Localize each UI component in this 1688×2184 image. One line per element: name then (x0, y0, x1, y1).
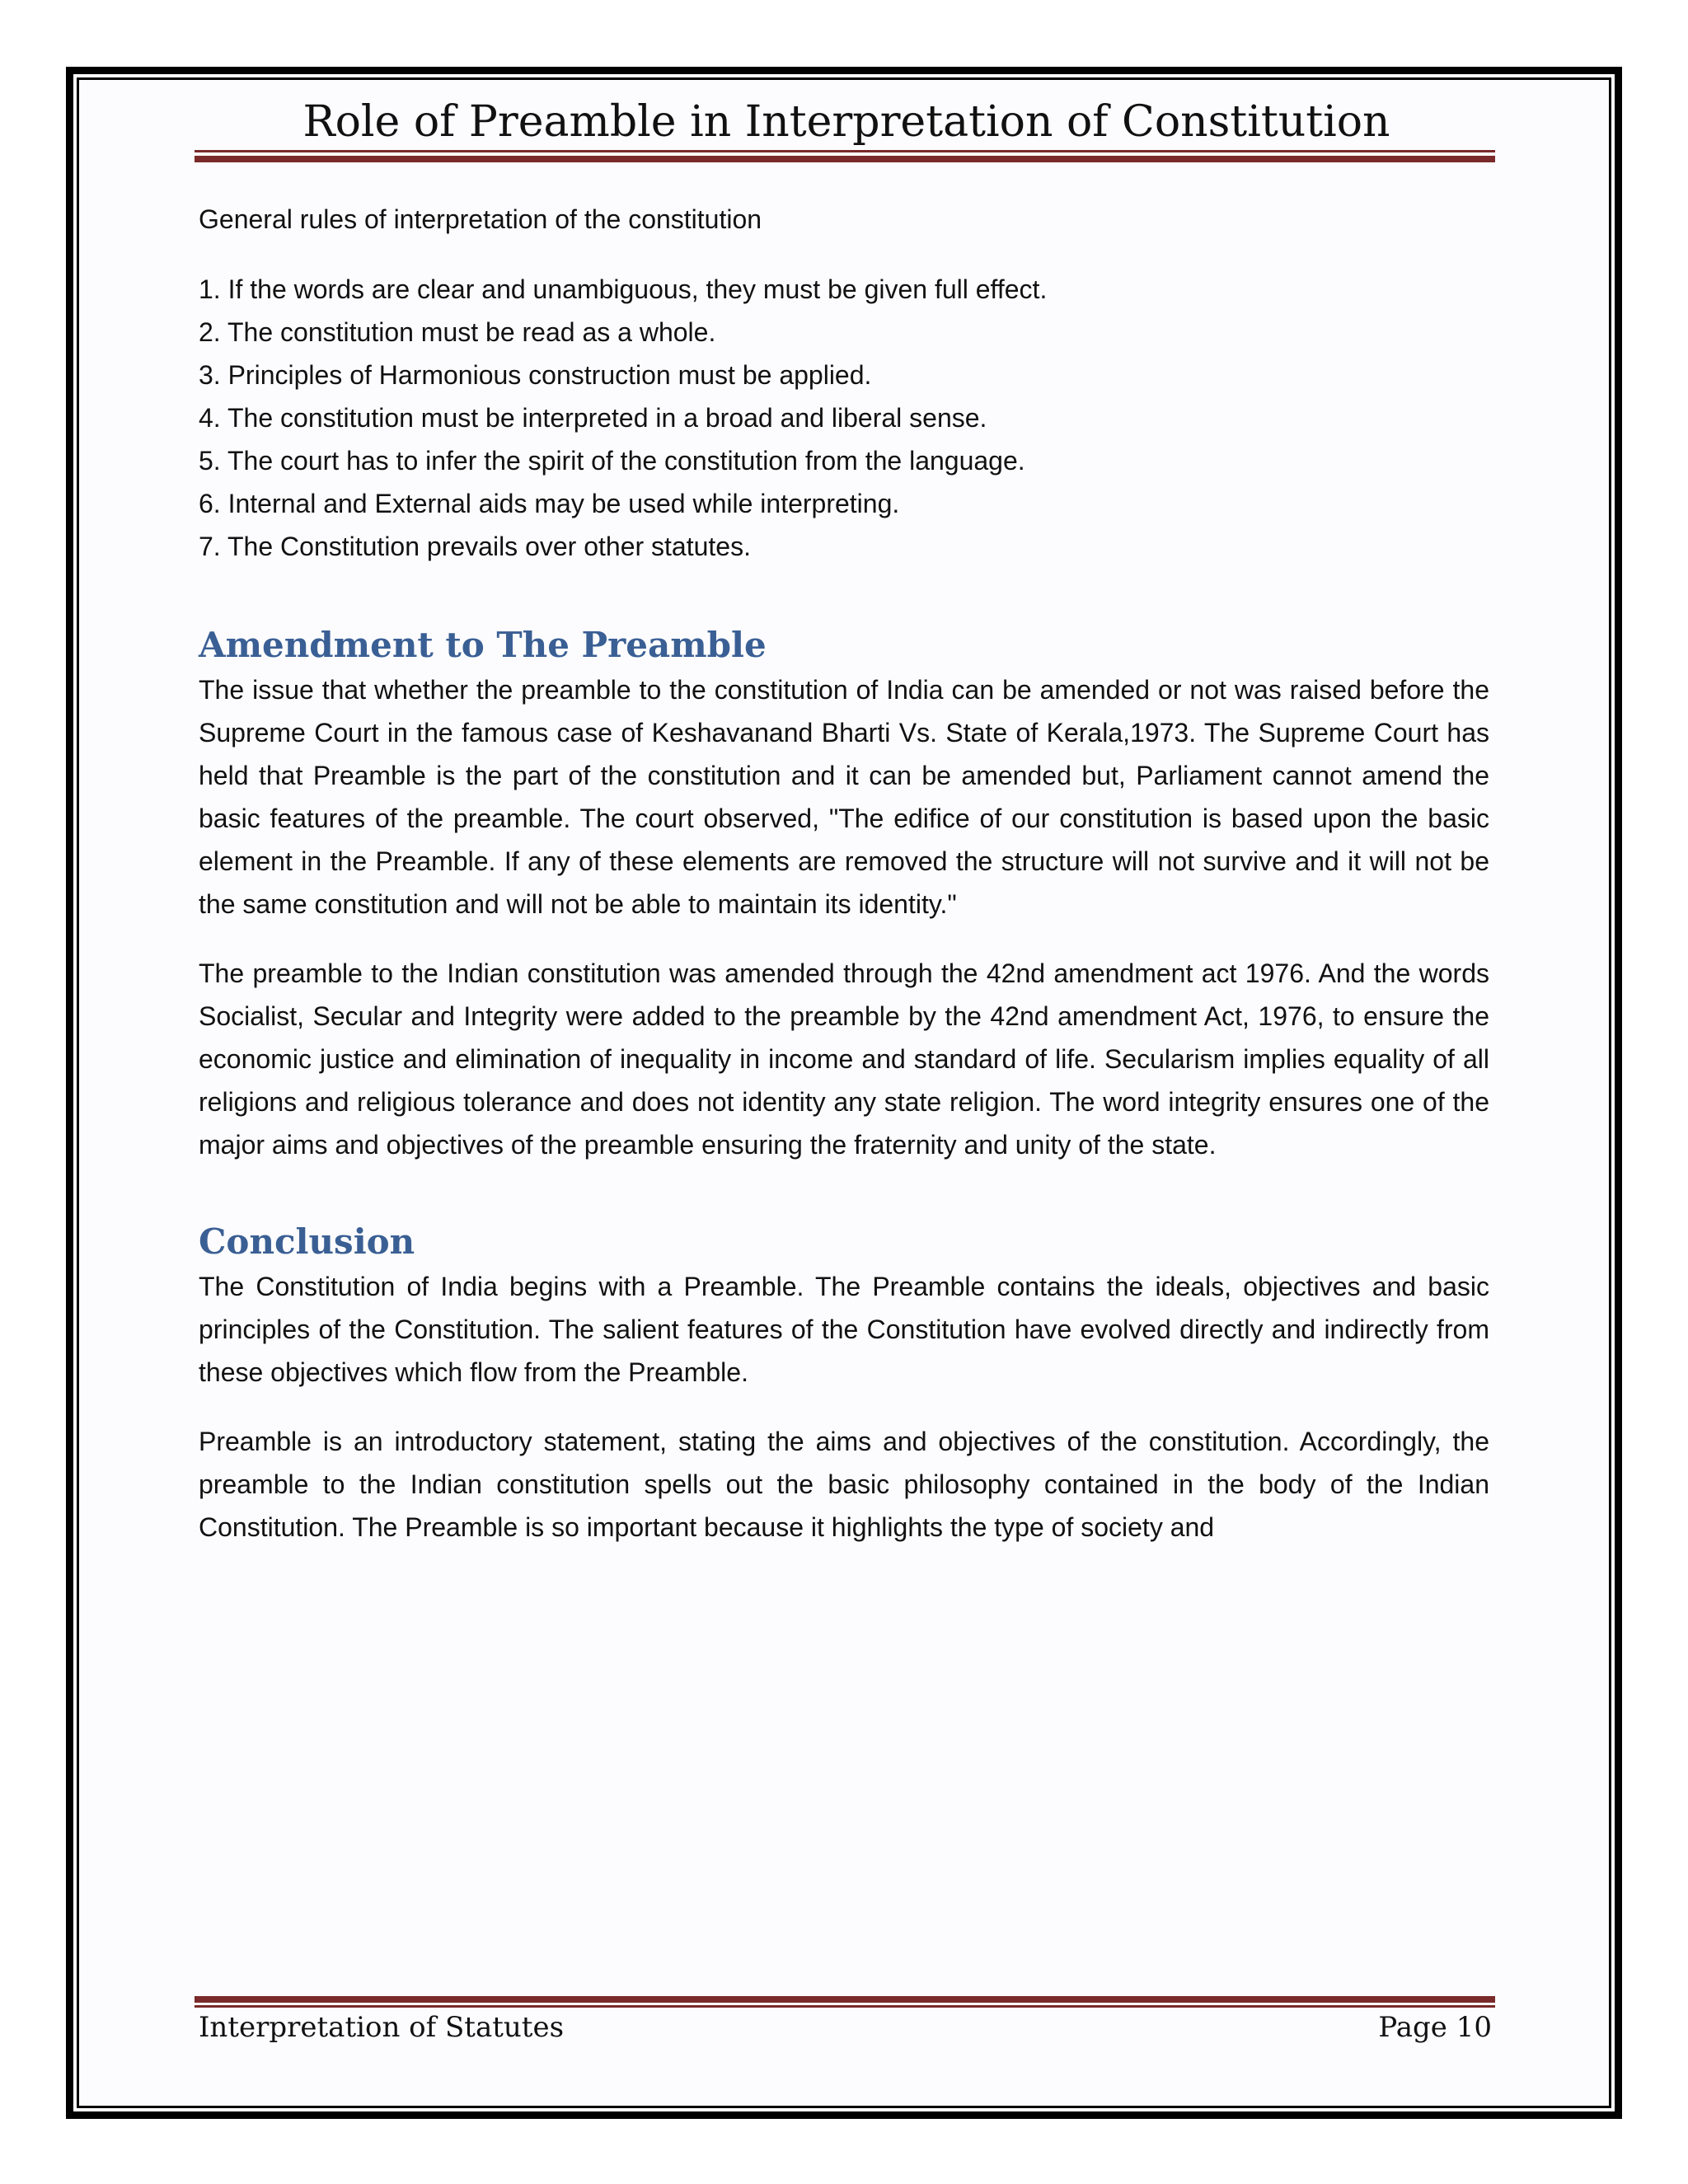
amendment-heading: Amendment to The Preamble (199, 625, 767, 665)
rule-item-2: 2. The constitution must be read as a whole. (199, 317, 716, 347)
header-rule-thick (195, 156, 1495, 162)
amendment-paragraph-1: The issue that whether the preamble to the constitution of India can be amended or not was raised before the Supreme Court in the famous case of Keshavanand Bharti Vs. State of Kerala,1973. The Supreme Court has held that Preamble is the part of the constitution and it can be amended but, Parliament cannot amend the basic features of the preamble. The court observed, "The edifice of our constitution is based upon the basic element in the Preamble. If any of these elements are removed the structure will not survive and it will not be the same constitution and will not be able to maintain its identity." (199, 675, 1489, 919)
footer-rule-thin (195, 2005, 1495, 2008)
amendment-paragraph-2: The preamble to the Indian constitution was amended through the 42nd amendment act 1976. And the words Socialist, Secular and Integrity were added to the preamble by the 42nd amendment Act, 1976, to ensure the economic justice and elimination of inequality in income and standard of life. Secularism implies equality of all religions and religious tolerance and does not identity any state religion. The word integrity ensures one of the major aims and objectives of the preamble ensuring the fraternity and unity of the state. (199, 958, 1489, 1160)
header-rule-thin (195, 150, 1495, 152)
page-body (199, 198, 1489, 1575)
footer-rule-thick (195, 1996, 1495, 2003)
rule-item-6: 6. Internal and External aids may be used while interpreting. (199, 489, 900, 518)
conclusion-paragraph-1: The Constitution of India begins with a Preamble. The Preamble contains the ideals, objectives and basic principles of the Constitution. The salient features of the Constitution have evolved directly and indirectly from these objectives which flow from the Preamble. (199, 1272, 1489, 1387)
footer-page-number: Page 10 (1378, 2011, 1492, 2044)
footer-document-title: Interpretation of Statutes (199, 2011, 565, 2044)
rule-item-4: 4. The constitution must be interpreted in a broad and liberal sense. (199, 403, 987, 433)
rules-intro: General rules of interpretation of the constitution (199, 204, 762, 234)
rule-item-5: 5. The court has to infer the spirit of the constitution from the language. (199, 446, 1025, 476)
rule-item-7: 7. The Constitution prevails over other statutes. (199, 532, 751, 561)
conclusion-heading: Conclusion (199, 1221, 415, 1262)
page-title: Role of Preamble in Interpretation of Constitution (302, 97, 1390, 147)
rule-item-1: 1. If the words are clear and unambiguous, they must be given full effect. (199, 274, 1048, 304)
rule-item-3: 3. Principles of Harmonious construction must be applied. (199, 360, 872, 390)
conclusion-paragraph-2: Preamble is an introductory statement, stating the aims and objectives of the constitution. Accordingly, the preamble to the Indian constitution spells out the basic philosophy contained in the body of the Indian Constitution. The Preamble is so important because it highlights the type of society and (199, 1427, 1489, 1542)
